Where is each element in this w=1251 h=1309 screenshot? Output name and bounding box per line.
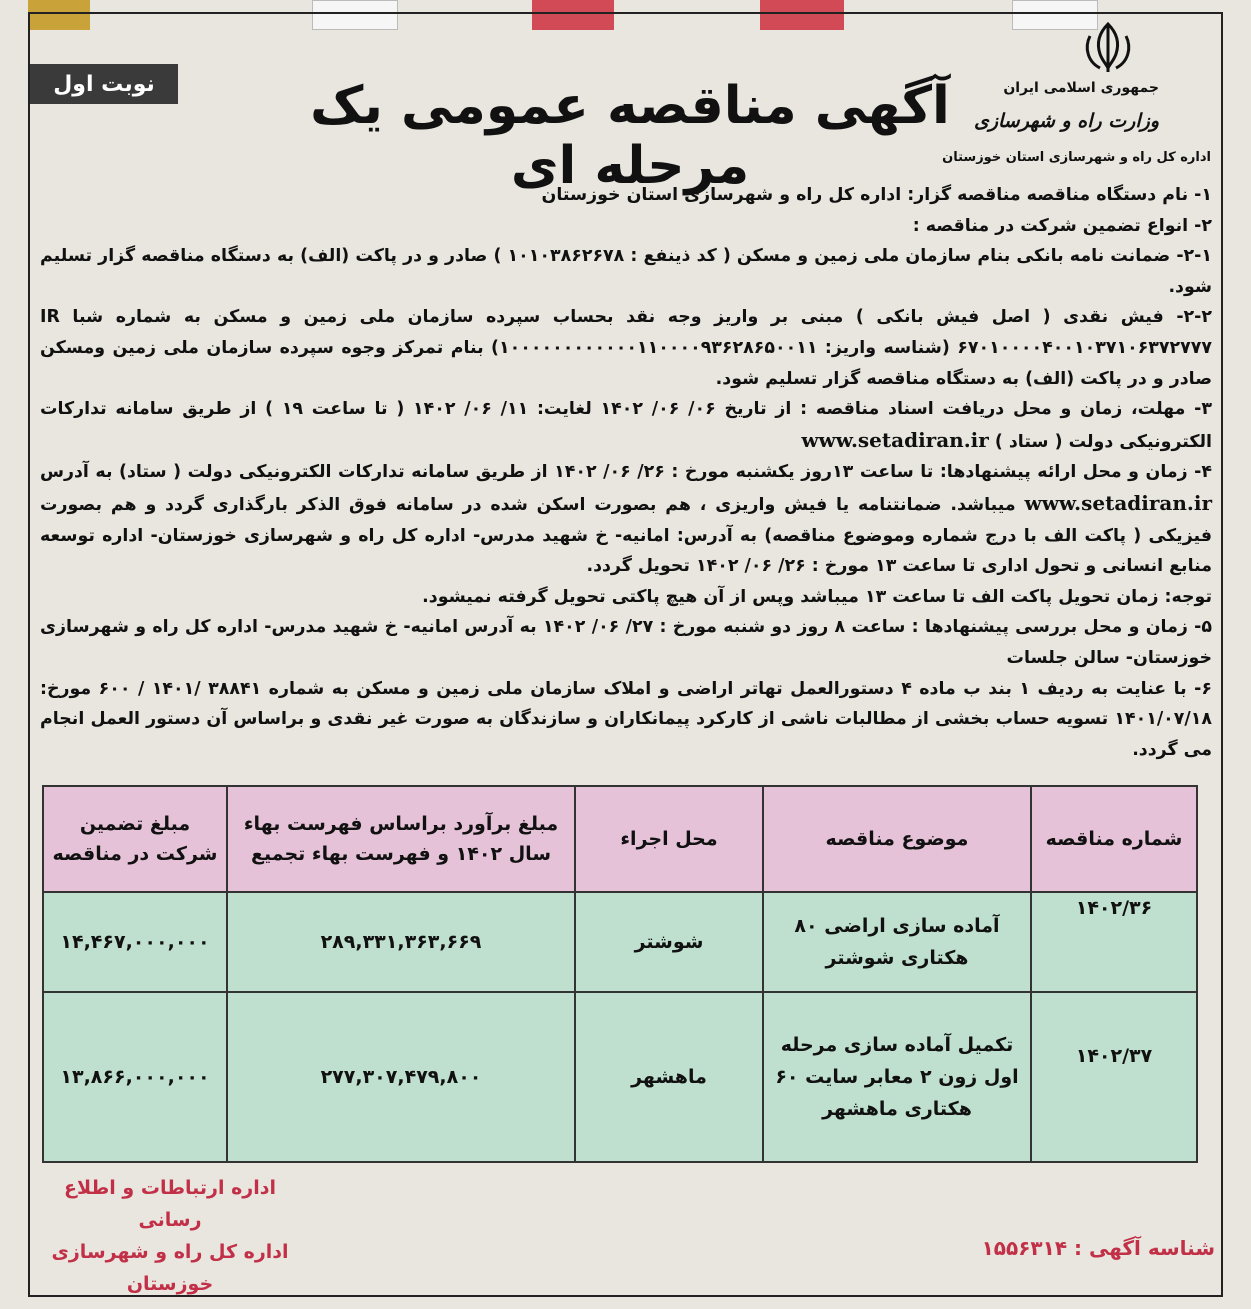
table-row bbox=[43, 992, 1197, 1162]
clause-5: ۵- زمان و محل بررسی پیشنهادها : ساعت ۸ روز دو شنبه مورخ : ۲۷/ ۰۶/ ۱۴۰۲ به آدرس امانیه- خ شهید مدرس- اداره کل راه و شهرسازی خوزستان- سالن جلسات bbox=[40, 617, 1213, 668]
ad-body bbox=[40, 180, 1212, 765]
tender-estimate: ۲۷۷,۳۰۷,۴۷۹,۸۰۰ bbox=[227, 992, 575, 1162]
ad-id-value: ۱۵۵۶۳۱۴ bbox=[981, 1236, 1068, 1260]
tender-number: ۱۴۰۲/۳۶ bbox=[1031, 892, 1197, 992]
header-estimate: مبلغ برآورد براساس فهرست بهاء سال ۱۴۰۲ و فهرست بهاء تجمیع bbox=[227, 786, 575, 892]
clause-2-1: ۲-۱- ضمانت نامه بانکی بنام سازمان ملی زمین و مسکن ( کد ذینفع : ۱۰۱۰۳۸۶۲۶۷۸ ) صادر و در پاکت (الف) به دستگاه مناقصه گزار تسلیم شود. bbox=[40, 246, 1212, 297]
tender-table bbox=[42, 785, 1198, 1163]
setad-link[interactable]: www.setadiran.ir bbox=[1024, 490, 1212, 515]
tender-location: ماهشهر bbox=[575, 992, 763, 1162]
tender-subject: تکمیل آماده سازی مرحله اول زون ۲ معابر سایت ۶۰ هکتاری ماهشهر bbox=[763, 992, 1031, 1162]
org-department: اداره کل راه و شهرسازی استان خوزستان bbox=[942, 150, 1211, 165]
table-header-row bbox=[43, 786, 1197, 892]
org-country: جمهوری اسلامی ایران bbox=[1003, 80, 1159, 96]
clause-1: ۱- نام دستگاه مناقصه مناقصه گزار: اداره کل راه و شهرسازی استان خوزستان bbox=[541, 185, 1212, 205]
dept-line-2: اداره کل راه و شهرسازی خوزستان bbox=[51, 1241, 289, 1295]
tender-location: شوشتر bbox=[575, 892, 763, 992]
setad-link[interactable]: www.setadiran.ir bbox=[801, 427, 989, 452]
ad-identifier bbox=[982, 1236, 1215, 1260]
tender-estimate: ۲۸۹,۳۳۱,۳۶۳,۶۶۹ bbox=[227, 892, 575, 992]
header-number: شماره مناقصه bbox=[1031, 786, 1197, 892]
header-location: محل اجراء bbox=[575, 786, 763, 892]
ad-id-label: شناسه آگهی : bbox=[1074, 1236, 1215, 1260]
clause-4-text-a: ۴- زمان و محل ارائه پیشنهادها: تا ساعت ۱۳روز یکشنبه مورخ : ۲۶/ ۰۶/ ۱۴۰۲ از طریق سامانه تدارکات الکترونیکی دولت ( ستاد) به آدرس bbox=[40, 462, 1213, 483]
org-ministry: وزارت راه و شهرسازی bbox=[973, 110, 1159, 132]
header-subject: موضوع مناقصه bbox=[763, 786, 1031, 892]
clause-2: ۲- انواع تضمین شرکت در مناقصه : bbox=[912, 215, 1212, 236]
publication-badge: نوبت اول bbox=[30, 64, 178, 104]
dept-line-1: اداره ارتباطات و اطلاع رسانی bbox=[64, 1177, 276, 1231]
clause-4-text-b: میباشد. ضمانتنامه یا فیش واریزی ، هم بصورت اسکن شده در سامانه فوق الذکر بارگذاری گردد و هم بصورت فیزیکی ( پاکت الف با درج شماره وموضوع مناقصه) به آدرس: امانیه- خ شهید مدرس- اداره کل راه و شهرسازی خوزستان- اداره توسعه منابع انسانی و تحول اداری تا ساعت ۱۳ مورخ : ۲۶/ ۰۶/ ۱۴۰۲ تحویل گردد. bbox=[40, 494, 1212, 577]
ad-title: آگهی مناقصه عمومی یک مرحله ای bbox=[310, 76, 950, 196]
clause-6: ۶- با عنایت به ردیف ۱ بند ب ماده ۴ دستورالعمل تهاتر اراضی و املاک سازمان ملی زمین و مسکن به شماره ۳۸۸۴۱ /۱۴۰۱ / ۶۰۰ مورخ: ۱۴۰۱/۰۷/۱۸ تسویه حساب بخشی از مطالبات ناشی از کارکرد پیمانکاران و سازندگان به صورت غیر نقدی و براساس آن دستور العمل انجام می گردد. bbox=[40, 678, 1212, 760]
clause-3-text: ۳- مهلت، زمان و محل دریافت اسناد مناقصه : از تاریخ ۰۶/ ۰۶/ ۱۴۰۲ لغایت: ۱۱/ ۰۶/ ۱۴۰۲ ( تا ساعت ۱۹ ) از طریق سامانه تدارکات الکترونیکی دولت ( ستاد ) bbox=[40, 399, 1213, 452]
note: توجه: زمان تحویل پاکت الف تا ساعت ۱۳ میباشد وپس از آن هیچ پاکتی تحویل گرفته نمیشود. bbox=[422, 586, 1212, 607]
tender-subject: آماده سازی اراضی ۸۰ هکتاری شوشتر bbox=[763, 892, 1031, 992]
tender-guarantee: ۱۴,۴۶۷,۰۰۰,۰۰۰ bbox=[43, 892, 227, 992]
tender-guarantee: ۱۳,۸۶۶,۰۰۰,۰۰۰ bbox=[43, 992, 227, 1162]
iran-emblem-icon bbox=[1078, 18, 1138, 78]
issuing-department bbox=[40, 1172, 300, 1300]
table-row bbox=[43, 892, 1197, 992]
clause-3 bbox=[40, 394, 1212, 457]
clause-2-2: ۲-۲- فیش نقدی ( اصل فیش بانکی ) مبنی بر واریز وجه نقد بحساب سپرده سازمان ملی زمین و مسکن به شماره شبا IR ۶۷۰۱۰۰۰۰۴۰۰۱۰۳۷۱۰۶۳۷۲۷۷۷ (شناسه واریز: ۱۰۰۰۰۰۰۰۰۰۰۰۰۱۱۰۰۰۰۹۳۶۲۸۶۵۰۰۱۱) بنام تمرکز وجوه سپرده سازمان ملی زمین ومسکن صادر و در پاکت (الف) به دستگاه مناقصه گزار تسلیم شود. bbox=[40, 307, 1212, 389]
clause-4 bbox=[40, 457, 1212, 581]
header-guarantee: مبلغ تضمین شرکت در مناقصه bbox=[43, 786, 227, 892]
tender-number: ۱۴۰۲/۳۷ bbox=[1031, 992, 1197, 1162]
